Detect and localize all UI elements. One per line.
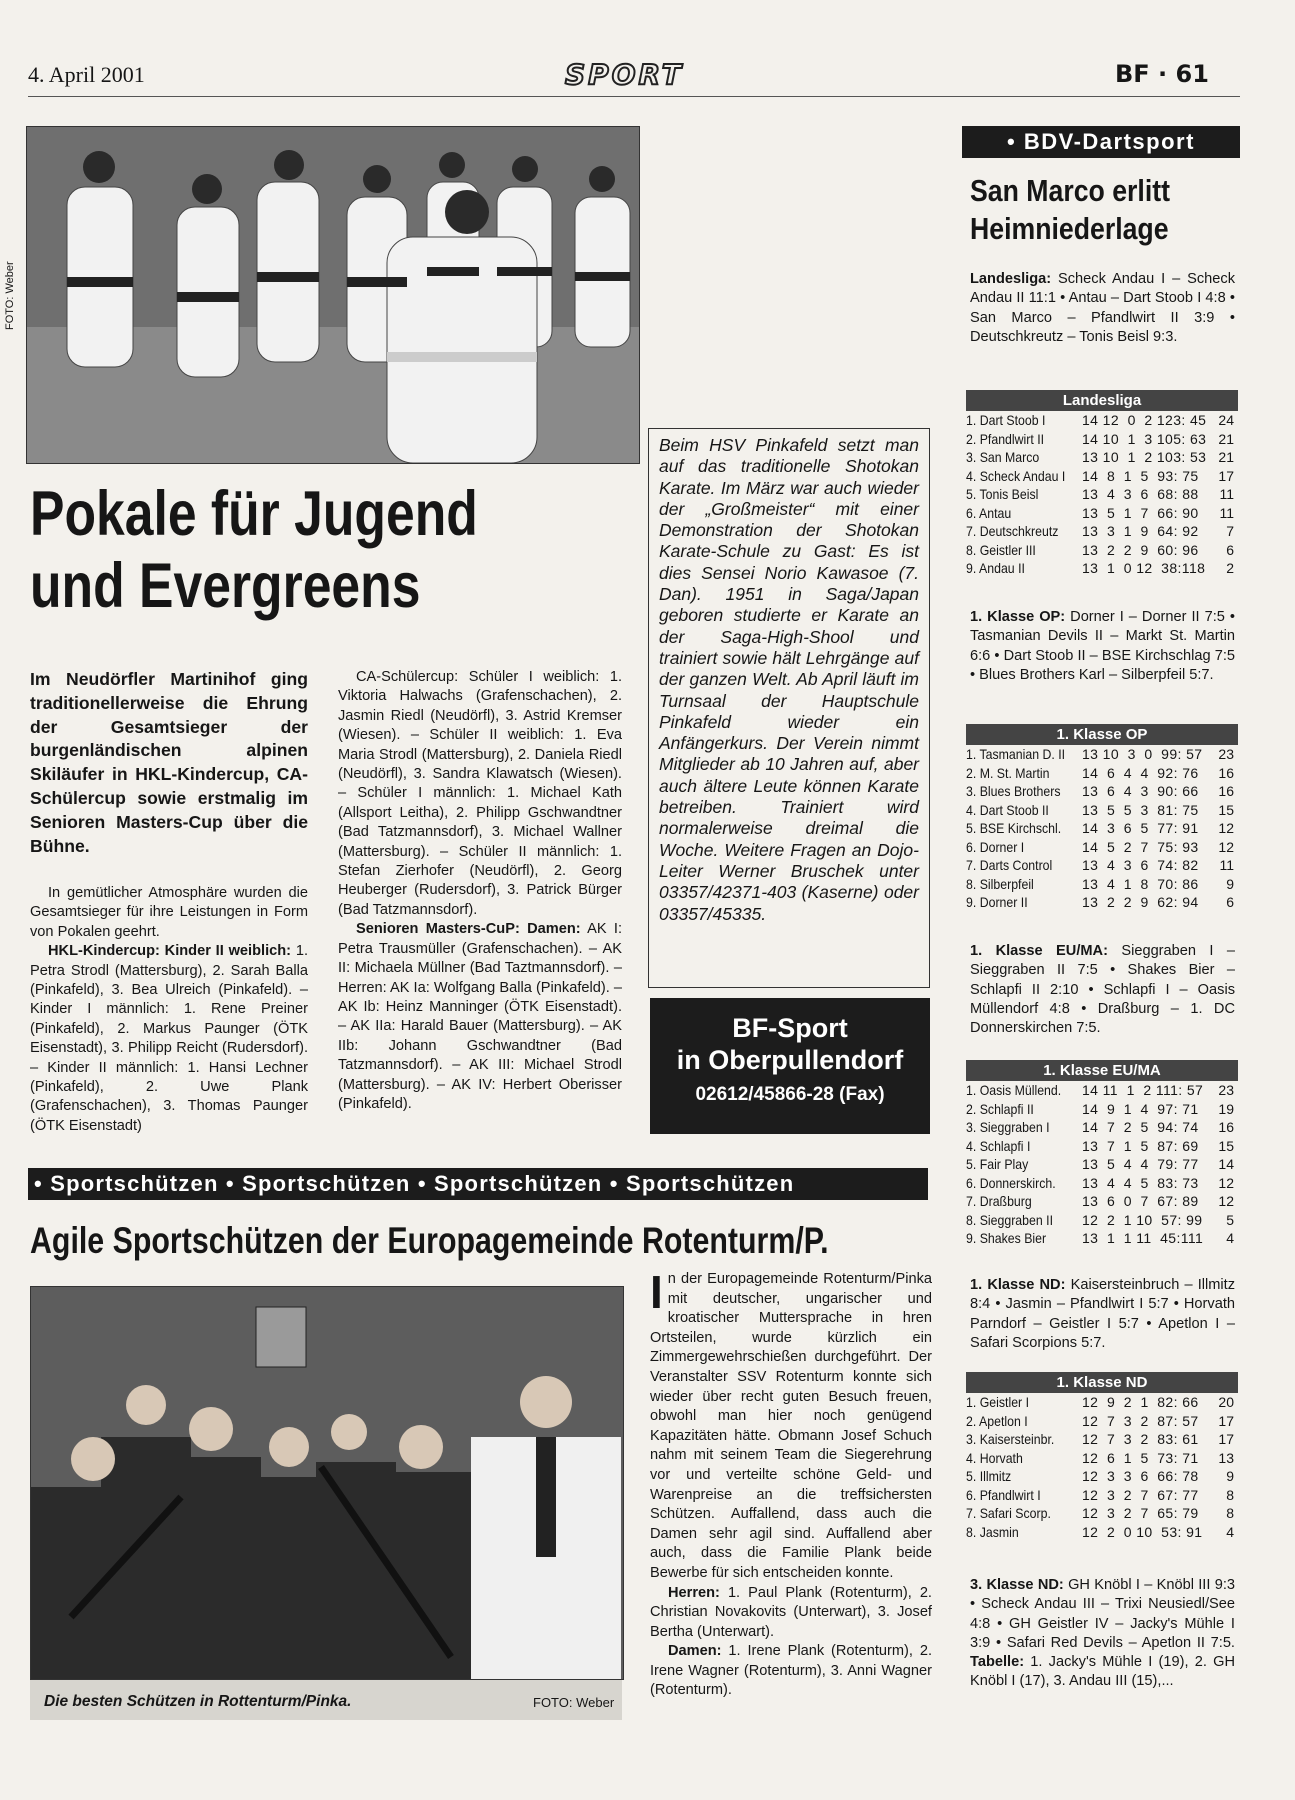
team-name: 4. Schlapfi I: [966, 1137, 1031, 1154]
team-points: 9: [1226, 1468, 1234, 1484]
team-points: 17: [1218, 1412, 1234, 1429]
team-stats: 13 4 3 6 68: 88: [1082, 486, 1199, 502]
team-points: 16: [1218, 1119, 1234, 1135]
kindercup-text: 1. Petra Strodl (Mattersburg), 2. Sarah Balla (Pinkafeld), 3. Bea Ulreich (Pinkafeld). – Kinder I männlich: 1. Rene Preiner (Pinkafeld), 2. Markus Paunger (ÖTK Eisenstadt), 3. Philipp Reicht (Rudersdorf). – Kinder II männlich: 1. Hansi Lechner (Pinkafeld), 2. Uwe Plank (Grafenschachen), 3. Thomas Paunger (ÖTK Eisenstadt): [30, 943, 308, 1134]
table-row: [966, 541, 1238, 560]
damen-results: [650, 1642, 932, 1701]
team-stats: 13 3 1 9 64: 92: [1082, 523, 1199, 539]
klasse3-nd-text: GH Knöbl I – Knöbl III 9:3 • Scheck Andau III – Trixi Neusiedl/See 4:8 • GH Geistler IV – Jacky's Mühle I 3:9 • Safari Red Devils – Apetlon II 7:5.: [970, 1577, 1235, 1651]
team-stats: 14 5 2 7 75: 93: [1082, 838, 1199, 855]
table-row: [966, 411, 1238, 430]
table-row: [966, 1192, 1238, 1211]
table-row: [966, 745, 1238, 764]
section-title: SPORT: [565, 58, 684, 91]
team-name: 2. M. St. Martin: [966, 764, 1050, 781]
klasse-nd-label: 1. Klasse ND:: [970, 1277, 1066, 1293]
table-klasse-op: [966, 724, 1238, 912]
team-name: 3. San Marco: [966, 449, 1040, 465]
sportschuetzen-headline: Agile Sportschützen der Europagemeinde Rotenturm/P.: [30, 1220, 829, 1261]
team-name: 3. Kaisersteinbr.: [966, 1431, 1055, 1447]
team-points: 19: [1218, 1100, 1234, 1117]
team-stats: 13 7 1 5 87: 69: [1082, 1137, 1199, 1154]
team-name: 4. Scheck Andau I: [966, 467, 1066, 484]
team-stats: 12 3 2 7 67: 77: [1082, 1486, 1199, 1503]
team-points: 14: [1218, 1156, 1234, 1172]
team-stats: 14 9 1 4 97: 71: [1082, 1100, 1199, 1117]
team-name: 5. BSE Kirchschl.: [966, 820, 1062, 836]
team-points: 11: [1219, 504, 1234, 521]
table-row: [966, 1118, 1238, 1137]
team-name: 4. Horvath: [966, 1449, 1023, 1466]
table-row: [966, 893, 1238, 912]
drop-cap: I: [650, 1266, 663, 1318]
table-row: [966, 1393, 1238, 1412]
klasse3-nd-label: 3. Klasse ND:: [970, 1577, 1064, 1593]
team-points: 23: [1218, 1082, 1234, 1098]
team-name: 7. Draßburg: [966, 1193, 1032, 1209]
team-name: 9. Dorner II: [966, 894, 1028, 910]
dartsport-headline-2: Heimniederlage: [970, 211, 1169, 246]
team-name: 8. Silberpfeil: [966, 875, 1034, 892]
team-name: 6. Dorner I: [966, 838, 1025, 855]
table-landesliga: [966, 390, 1238, 578]
table-row: [966, 1211, 1238, 1230]
team-name: 5. Fair Play: [966, 1156, 1029, 1172]
table-title: 1. Klasse ND: [966, 1372, 1238, 1393]
table-row: [966, 1523, 1238, 1542]
sportschuetzen-bar: • Sportschützen • Sportschützen • Sportschützen • Sportschützen: [28, 1168, 928, 1200]
table-row: [966, 764, 1238, 783]
team-name: 8. Jasmin: [966, 1523, 1019, 1540]
dartsport-headline-1: San Marco erlitt: [970, 173, 1171, 208]
table-row: [966, 819, 1238, 838]
table-row: [966, 875, 1238, 894]
table-row: [966, 1412, 1238, 1431]
team-points: 24: [1218, 412, 1234, 428]
karate-caption: Beim HSV Pinkafeld setzt man auf das traditionelle Shotokan Karate. Im März war auch wieder der „Großmeister“ mit einer Demonstration der Shotokan Karate-Schule zu Gast: Es ist dies Sensei Norio Kawasoe (7. Dan). 1951 in Saga/Japan geboren studierte er Karate an der Saga-High-Shool und trainiert sowie hält Lehrgänge auf der ganzen Welt. Ab April läuft im Turnsaal der Hauptschule Pinkafeld wieder ein Anfängerkurs. Der Verein nimmt Mitglieder ab 10 Jahren auf, aber auch ältere Leute können Karate betreiben. Trainiert wird normalerweise dreimal die Woche. Weitere Fragen an Dojo-Leiter Werner Bruschek unter 03357/42371-403 (Kaserne) oder 03357/45335.: [648, 428, 930, 988]
team-name: 1. Oasis Müllend.: [966, 1082, 1062, 1098]
table-row: [966, 1430, 1238, 1449]
article-headline: [30, 478, 530, 622]
team-stats: 12 3 3 6 66: 78: [1082, 1468, 1199, 1484]
dartsport-headline: [970, 172, 1202, 248]
table-row: [966, 1155, 1238, 1174]
dartsport-bar: • BDV-Dartsport: [962, 126, 1240, 158]
bf-sport-fax: 02612/45866-28 (Fax): [695, 1084, 885, 1105]
klasse3-nd-results: [970, 1576, 1235, 1692]
team-name: 7. Safari Scorp.: [966, 1505, 1051, 1521]
bf-sport-title: BF-Sport: [732, 1013, 848, 1043]
team-points: 21: [1218, 449, 1234, 465]
table-row: [966, 856, 1238, 875]
team-stats: 13 2 2 9 62: 94: [1082, 894, 1199, 910]
team-name: 9. Andau II: [966, 560, 1025, 576]
team-points: 13: [1218, 1449, 1234, 1466]
article-lead: Im Neudörfler Martinihof ging traditionellerweise die Ehrung der Gesamtsieger der burgenländischen alpinen Skiläufer in HKL-Kindercup, CA-Schülercup sowie erstmalig im Senioren Masters-Cup über die Bühne.: [30, 669, 308, 856]
team-stats: 13 1 0 12 38:118: [1082, 560, 1206, 576]
table-row: [966, 838, 1238, 857]
page-number: BF · 61: [1115, 60, 1209, 88]
headline-line-2: und Evergreens: [30, 551, 421, 621]
schuetzen-body: [650, 1266, 932, 1584]
team-stats: 13 5 4 4 79: 77: [1082, 1156, 1199, 1172]
klasse-nd-results: [970, 1276, 1235, 1353]
senioren-label: Senioren Masters-CuP: Damen:: [356, 921, 581, 938]
table-row: [966, 559, 1238, 578]
team-points: 8: [1226, 1505, 1234, 1521]
schuetzen-caption: Die besten Schützen in Rottenturm/Pinka.: [44, 1693, 352, 1710]
table-klasse-euma: [966, 1060, 1238, 1248]
table-row: [966, 430, 1238, 449]
klasse-nd-text: Kaisersteinbruch – Illmitz 8:4 • Jasmin – Pfandlwirt I 5:7 • Horvath Parndorf – Geistler I 5:7 • Apetlon I – Safari Scorpions 5:7.: [970, 1277, 1235, 1351]
team-points: 15: [1218, 801, 1234, 818]
team-stats: 13 5 5 3 81: 75: [1082, 801, 1199, 818]
table-row: [966, 448, 1238, 467]
team-name: 7. Deutschkreutz: [966, 523, 1059, 539]
team-points: 21: [1218, 430, 1234, 447]
table-row: [966, 1081, 1238, 1100]
team-stats: 12 3 2 7 65: 79: [1082, 1505, 1199, 1521]
table-row: [966, 504, 1238, 523]
schuetzen-photo: [30, 1286, 624, 1680]
team-points: 2: [1226, 560, 1234, 576]
article-column-1: [30, 884, 308, 1136]
team-name: 4. Dart Stoob II: [966, 801, 1049, 818]
table-row: [966, 1449, 1238, 1468]
team-name: 9. Shakes Bier: [966, 1230, 1047, 1246]
team-name: 1. Dart Stoob I: [966, 412, 1046, 428]
schuetzen-photo-credit: FOTO: Weber: [533, 1695, 615, 1710]
team-stats: 12 2 0 10 53: 91: [1082, 1523, 1203, 1540]
team-name: 5. Illmitz: [966, 1468, 1012, 1484]
bf-sport-location: in Oberpullendorf: [676, 1045, 904, 1075]
table-title: Landesliga: [966, 390, 1238, 411]
team-stats: 13 4 4 5 83: 73: [1082, 1174, 1199, 1191]
team-points: 16: [1218, 764, 1234, 781]
team-name: 6. Donnerskirch.: [966, 1174, 1056, 1191]
team-name: 8. Sieggraben II: [966, 1211, 1053, 1228]
team-points: 11: [1219, 857, 1234, 873]
team-points: 6: [1226, 894, 1234, 910]
senioren-results: [338, 920, 622, 1114]
schuetzen-article: [650, 1266, 932, 1701]
headline-line-1: Pokale für Jugend: [30, 479, 478, 549]
herren-results: [650, 1584, 932, 1643]
team-points: 4: [1226, 1230, 1234, 1246]
table-title: 1. Klasse EU/MA: [966, 1060, 1238, 1081]
tabelle-label: Tabelle:: [970, 1654, 1025, 1671]
team-points: 12: [1218, 838, 1234, 855]
team-stats: 14 3 6 5 77: 91: [1082, 820, 1199, 836]
team-name: 2. Schlapfi II: [966, 1100, 1034, 1117]
table-row: [966, 1229, 1238, 1248]
table-row: [966, 782, 1238, 801]
team-name: 5. Tonis Beisl: [966, 486, 1039, 502]
team-name: 2. Apetlon I: [966, 1412, 1028, 1429]
team-points: 12: [1218, 1174, 1234, 1191]
team-name: 3. Sieggraben I: [966, 1119, 1050, 1135]
team-points: 17: [1218, 467, 1234, 484]
kindercup-label: HKL-Kindercup: Kinder II weiblich:: [48, 943, 292, 960]
team-points: 23: [1218, 746, 1234, 762]
team-name: 2. Pfandlwirt II: [966, 430, 1045, 447]
klasse-op-results: [970, 608, 1235, 685]
kindercup-results: [30, 942, 308, 1136]
team-points: 16: [1218, 783, 1234, 799]
table-row: [966, 1137, 1238, 1156]
team-stats: 13 5 1 7 66: 90: [1082, 504, 1199, 521]
table-row: [966, 467, 1238, 486]
article-intro: In gemütlicher Atmosphäre wurden die Gesamtsieger für ihre Leistungen in Form von Pokalen geehrt.: [30, 885, 308, 940]
team-stats: 14 12 0 2 123: 45: [1082, 412, 1207, 428]
landesliga-label: Landesliga:: [970, 271, 1052, 287]
schuelercup-results: CA-Schülercup: Schüler I weiblich: 1. Viktoria Halwachs (Grafenschachen), 2. Jasmin Riedl (Neudörfl), 3. Astrid Kremser (Wiesen). – Schüler II weiblich: 1. Eva Maria Strodl (Mattersburg), 2. Daniela Riedl (Neudörfl), 3. Sandra Klawatsch (Wiesen). – Schüler I männlich: 1. Michael Kath (Allsport Leitha), 2. Philipp Gschwandtner (Bad Tatzmannsdorf), 3. Michael Wallner (Mattersburg). – Schüler II männlich: 1. Stefan Zierhofer (Neudörfl), 2. Georg Heuberger (Rudersdorf), 3. Patrick Bürger (Bad Tatzmannsdorf).: [338, 669, 622, 918]
team-stats: 13 6 0 7 67: 89: [1082, 1193, 1199, 1209]
klasse-op-label: 1. Klasse OP:: [970, 609, 1066, 625]
table-title: 1. Klasse OP: [966, 724, 1238, 745]
team-stats: 14 7 2 5 94: 74: [1082, 1119, 1199, 1135]
team-stats: 13 2 2 9 60: 96: [1082, 541, 1199, 558]
team-points: 15: [1218, 1137, 1234, 1154]
team-name: 8. Geistler III: [966, 541, 1036, 558]
team-points: 12: [1218, 1193, 1234, 1209]
table-row: [966, 801, 1238, 820]
team-name: 6. Pfandlwirt I: [966, 1486, 1041, 1503]
team-name: 3. Blues Brothers: [966, 783, 1061, 799]
team-stats: 12 7 3 2 83: 61: [1082, 1431, 1199, 1447]
header-rule: [28, 96, 1240, 97]
team-stats: 13 1 1 11 45:111: [1082, 1230, 1204, 1246]
karate-photo-credit: FOTO: Weber: [4, 261, 16, 330]
bf-sport-box: [650, 998, 930, 1134]
team-stats: 12 7 3 2 87: 57: [1082, 1412, 1199, 1429]
landesliga-results: [970, 270, 1235, 347]
team-points: 5: [1226, 1211, 1234, 1228]
team-points: 11: [1219, 486, 1234, 502]
team-name: 1. Tasmanian D. II: [966, 746, 1066, 762]
klasse-euma-label: 1. Klasse EU/MA:: [970, 943, 1108, 959]
team-name: 6. Antau: [966, 504, 1012, 521]
team-points: 6: [1226, 541, 1234, 558]
team-points: 8: [1226, 1486, 1234, 1503]
landesliga-text: Scheck Andau I – Scheck Andau II 11:1 • Antau – Dart Stoob I 4:8 • San Marco – Pfandlwirt II 3:9 • Deutschkreutz – Tonis Beisl 9:3.: [970, 271, 1236, 345]
team-stats: 14 6 4 4 92: 76: [1082, 764, 1199, 781]
klasse-op-text: Dorner I – Dorner II 7:5 • Tasmanian Devils II – Markt St. Martin 6:6 • Dart Stoob II – BSE Kirchschlag 7:5 • Blues Brothers Karl – Silberpfeil 5:7.: [970, 609, 1235, 683]
team-name: 7. Darts Control: [966, 857, 1053, 873]
article-column-2: [338, 668, 622, 1114]
table-row: [966, 1504, 1238, 1523]
team-points: 17: [1218, 1431, 1234, 1447]
team-stats: 13 4 3 6 74: 82: [1082, 857, 1199, 873]
team-points: 12: [1218, 820, 1234, 836]
team-stats: 13 10 3 0 99: 57: [1082, 746, 1203, 762]
team-stats: 12 2 1 10 57: 99: [1082, 1211, 1203, 1228]
karate-photo: [26, 126, 640, 464]
team-stats: 14 8 1 5 93: 75: [1082, 467, 1199, 484]
team-stats: 14 11 1 2 111: 57: [1082, 1082, 1204, 1098]
table-row: [966, 1174, 1238, 1193]
team-points: 7: [1226, 523, 1234, 539]
senioren-text: AK I: Petra Trausmüller (Grafenschachen). – AK II: Michaela Müllner (Bad Taztmannsdorf). – Herren: AK Ia: Wolfgang Balla (Pinkafeld). – AK Ib: Heinz Manninger (ÖTK Eisenstadt). – AK IIa: Harald Bauer (Mattersburg). – AK IIb: Johann Gschwandtner (Bad Tatzmannsdorf). – AK III: Michael Strodl (Mattersburg). – AK IV: Herbert Oberisser (Pinkafeld).: [338, 921, 622, 1112]
schuetzen-body-text: n der Europagemeinde Rotenturm/Pinka mit deutscher, ungarischer und kroatischer Muttersprache in hren Ortsteilen, wurde kürzlich ein Zimmergewehrschießen durchgeführt. Der Veranstalter SSV Rotenturm konnte sich wieder über recht guten Besuch freuen, obwohl man hier noch genügend Kapazitäten hätte. Obmann Josef Schuch nahm mit seinem Team die Siegerehrung vor und verteilte schöne Geld- und Warenpreise an die treffsichersten Schützen. Auffallend, dass auch die Damen sehr agil sind. Auffallend aber auch, dass die Familie Plank beide Bewerbe für sich entscheiden konnte.: [650, 1271, 932, 1581]
table-row: [966, 1486, 1238, 1505]
tabelle-text: 1. Jacky's Mühle I (19), 2. GH Knöbl I (17), 3. Andau III (15),...: [970, 1654, 1235, 1690]
damen-text: 1. Irene Plank (Rotenturm), 2. Irene Wagner (Rotenturm), 3. Anni Wagner (Rotenturm).: [650, 1643, 932, 1699]
klasse-euma-results: [970, 942, 1235, 1038]
herren-text: 1. Paul Plank (Rotenturm), 2. Christian Novakovits (Unterwart), 3. Josef Bertha (Unterwart).: [650, 1584, 932, 1640]
table-row: [966, 485, 1238, 504]
team-stats: 12 9 2 1 82: 66: [1082, 1394, 1199, 1410]
table-row: [966, 1467, 1238, 1486]
team-name: 1. Geistler I: [966, 1394, 1030, 1410]
team-stats: 12 6 1 5 73: 71: [1082, 1449, 1199, 1466]
damen-label: Damen:: [668, 1643, 722, 1660]
team-stats: 13 6 4 3 90: 66: [1082, 783, 1199, 799]
table-row: [966, 1100, 1238, 1119]
team-points: 4: [1226, 1523, 1234, 1540]
team-stats: 14 10 1 3 105: 63: [1082, 430, 1207, 447]
issue-date: 4. April 2001: [28, 62, 145, 87]
team-points: 20: [1218, 1394, 1234, 1410]
team-points: 9: [1226, 875, 1234, 892]
herren-label: Herren:: [668, 1584, 720, 1601]
team-stats: 13 10 1 2 103: 53: [1082, 449, 1207, 465]
team-stats: 13 4 1 8 70: 86: [1082, 875, 1199, 892]
table-klasse-nd: [966, 1372, 1238, 1541]
table-row: [966, 522, 1238, 541]
klasse-euma-text: Sieggraben I – Sieggraben II 7:5 • Shakes Bier – Schlapfi II 2:10 • Schlapfi I – Oasis Müllendorf 4:8 • Draßburg – 1. DC Donnerskirchen 7:5.: [970, 943, 1235, 1037]
